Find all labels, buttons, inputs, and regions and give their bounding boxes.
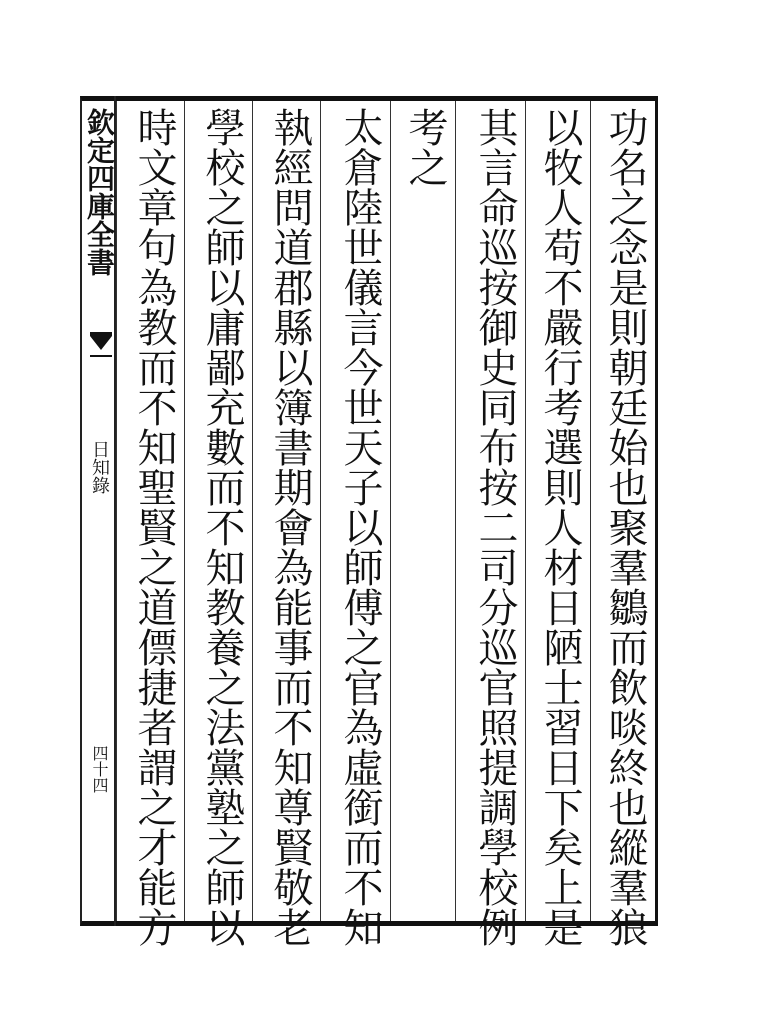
- margin-book-title: 欽定四庫全書: [83, 108, 116, 276]
- margin-volume-name: 日知錄: [89, 440, 110, 494]
- fish-tail-mark: [88, 330, 114, 366]
- column-text: 考之: [402, 107, 448, 187]
- column-text: 時文章句為教而不知聖賢之道僄捷者謂之才能方: [131, 107, 177, 947]
- column-text: 太倉陸世儀言今世天子以師傅之官為虛銜而不知: [337, 107, 383, 947]
- column-text: 以牧人苟不嚴行考選則人材日陋士習日下矣上是: [537, 107, 583, 947]
- margin-page-number: 四十四: [90, 745, 109, 793]
- text-column-8: [116, 101, 184, 947]
- text-column-1: [590, 101, 655, 947]
- column-text: 功名之念是則朝廷始也聚羣鶵而飲啖終也縱羣狼: [602, 107, 648, 947]
- text-column-2: [525, 101, 590, 947]
- text-column-5: [320, 101, 390, 947]
- text-column-6: [252, 101, 320, 947]
- text-column-4: [390, 101, 455, 921]
- column-text: 學校之師以庸鄙充數而不知教養之法黨塾之師以: [199, 107, 245, 947]
- column-text: 執經問道郡縣以簿書期會為能事而不知尊賢敬老: [267, 107, 313, 947]
- text-column-3: [455, 101, 525, 947]
- column-text: 其言命巡按御史同布按二司分巡官照提調學校例: [472, 107, 518, 947]
- text-column-7: [184, 101, 252, 947]
